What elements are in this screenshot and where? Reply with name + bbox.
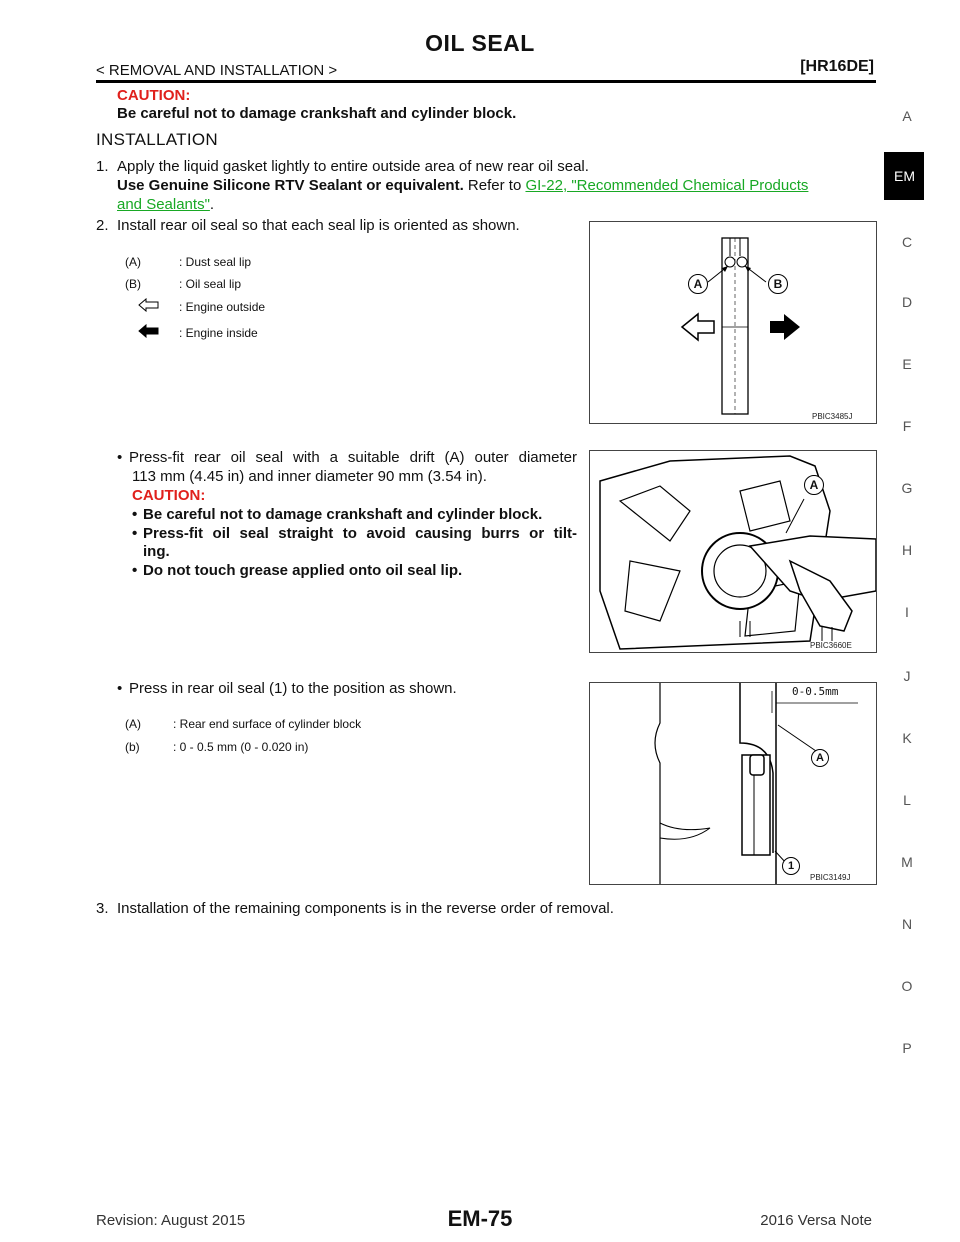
bullet-1-caution-2: Press-fit oil seal straight to avoid causing burrs or tilt- xyxy=(143,525,577,542)
step-2-number: 2. xyxy=(96,217,109,234)
figure-code: PBIC3149J xyxy=(810,873,851,882)
bullet-1-caution-dot-1: • xyxy=(132,506,138,523)
seal-lip-diagram xyxy=(590,222,876,423)
step-1-sealant: Use Genuine Silicone RTV Sealant or equivalent. xyxy=(117,177,464,194)
side-index-a[interactable]: A xyxy=(902,108,912,124)
solid-arrow-icon xyxy=(138,324,160,338)
page-title: OIL SEAL xyxy=(425,30,535,56)
figure-press-fit xyxy=(589,450,877,653)
header-rule xyxy=(96,80,876,83)
model-name: 2016 Versa Note xyxy=(760,1212,872,1229)
bullet-1-line-2: 113 mm (4.45 in) and inner diameter 90 mm (3.54 in). xyxy=(132,468,487,485)
caution-text: Be careful not to damage crankshaft and cylinder block. xyxy=(117,105,517,122)
side-index-m[interactable]: M xyxy=(901,854,913,870)
step-1-number: 1. xyxy=(96,158,109,175)
bullet-dot: • xyxy=(117,449,123,466)
side-index-k[interactable]: K xyxy=(902,730,912,746)
bullet-1-caution-dot-2: • xyxy=(132,525,138,542)
step-2-text: Install rear oil seal so that each seal lip is oriented as shown. xyxy=(117,217,520,234)
step-1-text: Apply the liquid gasket lightly to entire outside area of new rear oil seal. xyxy=(117,158,589,175)
side-index-c[interactable]: C xyxy=(901,234,913,250)
step-3-number: 3. xyxy=(96,900,109,917)
legend-a-value: : Dust seal lip xyxy=(179,255,252,269)
legend-b-value: : 0 - 0.5 mm (0 - 0.020 in) xyxy=(173,740,309,754)
dimension-label: 0-0.5mm xyxy=(792,685,839,698)
side-index-i[interactable]: I xyxy=(905,604,909,620)
breadcrumb: < REMOVAL AND INSTALLATION > xyxy=(96,62,338,79)
legend-a-value: : Rear end surface of cylinder block xyxy=(173,717,362,731)
legend-b-value: : Oil seal lip xyxy=(179,277,242,291)
step-3-text: Installation of the remaining components is in the reverse order of removal. xyxy=(117,900,614,917)
callout-a: A xyxy=(811,749,829,767)
side-index-d[interactable]: D xyxy=(901,294,913,310)
reference-link[interactable]: GI-22, "Recommended Chemical Products xyxy=(525,177,809,194)
side-index-j[interactable]: J xyxy=(903,668,911,684)
legend-outside-value: : Engine outside xyxy=(179,300,266,314)
bullet-1-caution-label: CAUTION: xyxy=(132,487,206,504)
bullet-1-caution-2-cont: ing. xyxy=(143,543,170,560)
step-1-note-cont xyxy=(117,195,214,214)
bullet-1-caution-1: Be careful not to damage crankshaft and cylinder block. xyxy=(143,506,543,523)
figure-seal-position xyxy=(589,682,877,885)
bullet-2-text: Press in rear oil seal (1) to the position as shown. xyxy=(129,680,457,697)
press-fit-diagram xyxy=(590,451,876,652)
legend-b-key: (B) xyxy=(125,277,141,291)
seal-position-diagram xyxy=(590,683,876,884)
bullet-1-caution-3: Do not touch grease applied onto oil seal lip. xyxy=(143,562,463,579)
legend-inside-value: : Engine inside xyxy=(179,326,258,340)
legend-a-key: (A) xyxy=(125,717,141,731)
figure-code: PBIC3660E xyxy=(810,641,852,650)
bullet-2-dot: • xyxy=(117,680,123,697)
step-1-period: . xyxy=(209,196,215,213)
figure-seal-lip xyxy=(589,221,877,424)
side-index-e[interactable]: E xyxy=(902,356,912,372)
figure-code: PBIC3485J xyxy=(812,412,853,421)
side-index-p[interactable]: P xyxy=(902,1040,912,1056)
legend-a-key: (A) xyxy=(125,255,141,269)
side-index-active-tab[interactable]: EM xyxy=(884,152,924,200)
bullet-1-caution-dot-3: • xyxy=(132,562,138,579)
callout-1: 1 xyxy=(782,857,800,875)
legend-b-key: (b) xyxy=(125,740,140,754)
side-index-h[interactable]: H xyxy=(901,542,913,558)
step-1-refer: Refer to xyxy=(463,177,526,194)
page-number: EM-75 xyxy=(447,1206,513,1231)
side-index-l[interactable]: L xyxy=(903,792,911,808)
reference-link-cont[interactable]: and Sealants" xyxy=(117,196,210,213)
outline-arrow-icon xyxy=(138,298,160,312)
engine-code: [HR16DE] xyxy=(800,58,874,75)
revision-date: Revision: August 2015 xyxy=(96,1212,246,1229)
callout-b: B xyxy=(768,274,788,294)
section-title: INSTALLATION xyxy=(96,130,218,149)
side-index-f[interactable]: F xyxy=(902,418,912,434)
bullet-1-line-1: Press-fit rear oil seal with a suitable drift (A) outer diameter xyxy=(129,449,577,466)
callout-a: A xyxy=(804,475,824,495)
callout-a: A xyxy=(688,274,708,294)
side-index-o[interactable]: O xyxy=(901,978,913,994)
step-1-note xyxy=(117,176,887,195)
side-index-g[interactable]: G xyxy=(901,480,913,496)
side-index-n[interactable]: N xyxy=(901,916,913,932)
caution-label: CAUTION: xyxy=(117,87,191,104)
